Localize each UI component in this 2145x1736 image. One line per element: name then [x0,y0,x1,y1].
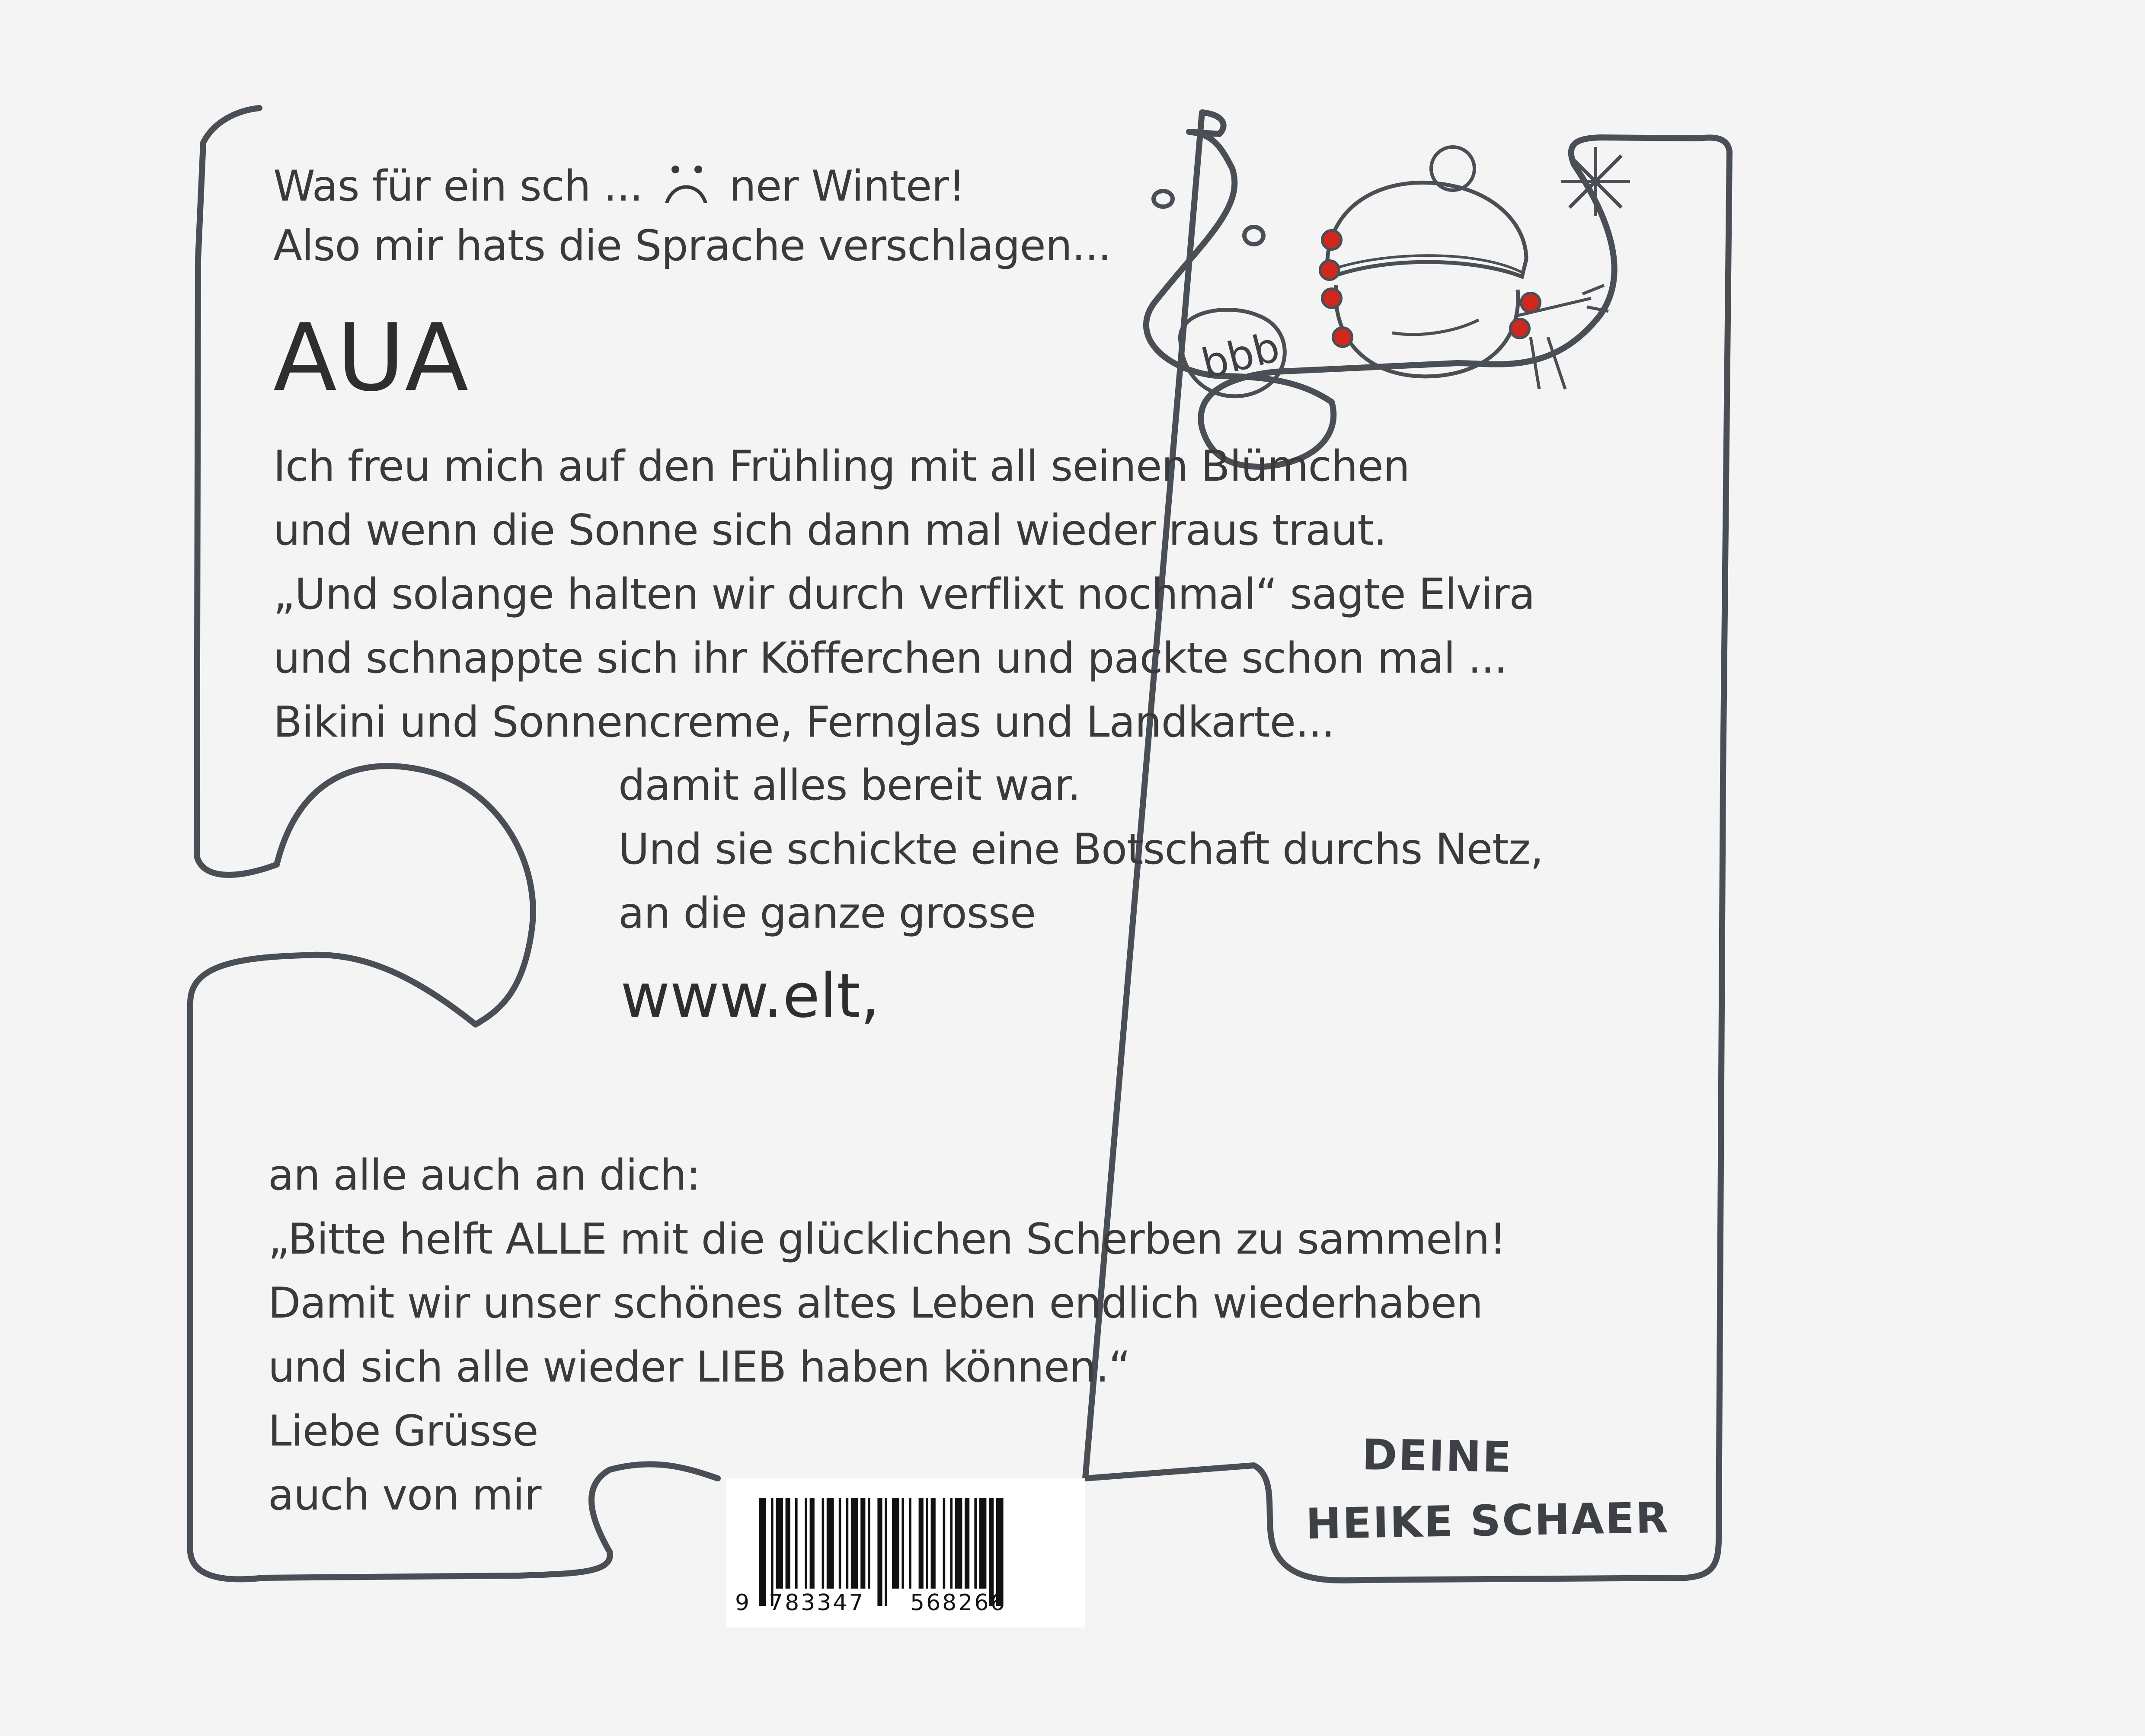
barcode-bar [839,1498,841,1589]
intro-line-2: Also mir hats die Sprache verschlagen... [273,221,1111,271]
closing-line: und sich alle wieder LIEB haben können.“ [268,1343,1131,1392]
red-dot [1510,319,1529,338]
barcode-bar [955,1498,962,1589]
small-bubble [1244,227,1263,244]
sad-face-icon [656,160,716,203]
barcode-bar [979,1498,987,1589]
barcode-bar [851,1498,858,1589]
barcode-bar [901,1498,904,1589]
snowman-face [1336,285,1518,377]
barcode-bar [909,1498,911,1589]
story-line: „Und solange halten wir durch verflixt nochmal“ sagte Elvira [273,570,1535,619]
barcode-group-right: 568266 [910,1590,1007,1616]
barcode-bar [885,1498,887,1606]
signature-line-1: DEINE [1362,1430,1513,1483]
barcode [726,1478,1085,1628]
barcode-bar [827,1498,834,1589]
story-line: Bikini und Sonnencreme, Fernglas und Landkarte... [273,698,1335,747]
closing-line: Damit wir unser schönes altes Leben endlich wiederhaben [268,1279,1483,1328]
closing-line: an alle auch an dich: [268,1151,700,1200]
red-dot [1333,328,1352,347]
closing-line: auch von mir [268,1471,541,1520]
barcode-digit-first: 9 [735,1590,751,1616]
story-line: Ich freu mich auf den Frühling mit all seinen Blümchen [273,442,1410,491]
barcode-bar [926,1498,928,1589]
bubble-text: bbb [1197,323,1285,389]
barcode-bar [919,1498,924,1589]
barcode-bar [810,1498,815,1589]
barcode-bar [965,1498,969,1589]
barcode-bar [822,1498,825,1589]
small-bubble [1154,191,1173,207]
barcode-bar [877,1498,882,1606]
barcode-bar [943,1498,946,1589]
red-dot [1322,289,1341,308]
story-line: und schnappte sich ihr Köfferchen und packte schon mal ... [273,634,1507,683]
barcode-bar [974,1498,977,1589]
red-dot [1521,293,1540,312]
pom-pom [1431,147,1474,190]
barcode-bar [950,1498,953,1589]
story-line: und wenn die Sonne sich dann mal wieder raus traut. [273,506,1387,555]
red-dot [1322,230,1341,249]
intro-line-1: Was für ein sch ... ner Winter! [273,160,965,207]
barcode-bar [860,1498,865,1589]
indented-line: Und sie schickte eine Botschaft durchs Netz, [618,825,1544,874]
barcode-bar [931,1498,936,1589]
headline: AUA [273,303,469,412]
barcode-bar [868,1498,870,1589]
indented-line: an die ganze grosse [618,889,1036,938]
signature-line-2: HEIKE SCHAER [1305,1493,1670,1549]
barcode-bar [795,1498,798,1589]
red-dot [1320,261,1339,280]
barcode-bar [786,1498,790,1589]
closing-line: Liebe Grüsse [268,1407,538,1456]
snowflake-icon [1561,147,1630,216]
snowman-doodle [1150,112,1777,424]
indented-line: damit alles bereit war. [618,761,1080,810]
barcode-bar [805,1498,807,1589]
closing-line: „Bitte helft ALLE mit die glücklichen Scherben zu sammeln! [268,1215,1506,1264]
barcode-group-left: 783347 [769,1590,865,1616]
barcode-bar [892,1498,899,1589]
barcode-bar [759,1498,766,1606]
barcode-bar [846,1498,849,1589]
barcode-bar [776,1498,783,1589]
web-url: www.elt, [620,961,880,1031]
